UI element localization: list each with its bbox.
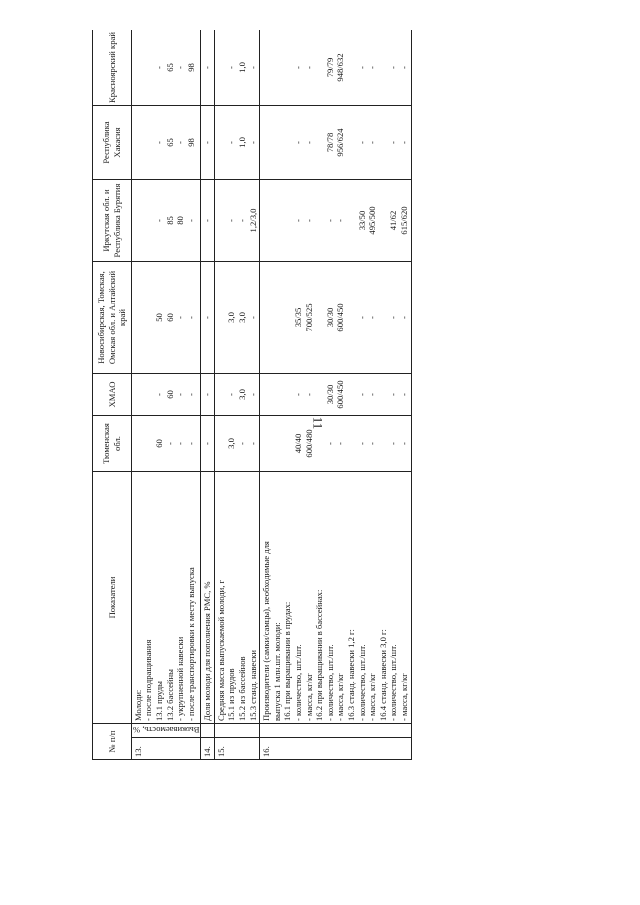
value-line xyxy=(261,182,272,259)
value-cell xyxy=(201,106,215,180)
indicator-line: - масса, кг/кг xyxy=(398,673,409,721)
value-cell xyxy=(214,416,259,472)
value-line: - xyxy=(293,141,304,144)
value-line: 80 xyxy=(175,216,186,225)
value-line: - xyxy=(175,442,186,445)
value-line xyxy=(282,376,293,413)
value-line xyxy=(133,264,144,371)
col-header-region: Красноярский край xyxy=(93,30,132,106)
indicator-line: - масса, кг/кг xyxy=(303,673,314,721)
value-line xyxy=(346,264,357,371)
value-line xyxy=(133,376,144,413)
indicator-cell xyxy=(131,472,201,724)
value-line xyxy=(346,32,357,103)
header-row xyxy=(93,30,132,760)
value-line xyxy=(272,376,283,413)
indicator-line: - количество, шт./шт. xyxy=(388,644,399,721)
value-cell xyxy=(131,416,201,472)
value-line: - xyxy=(175,141,186,144)
value-line xyxy=(314,108,325,177)
row-side-label-cell xyxy=(201,724,215,738)
indicator-line: - количество, шт./шт. xyxy=(356,644,367,721)
indicators-table xyxy=(92,30,412,760)
indicator-line: - после подращивания xyxy=(143,639,154,721)
value-line: - xyxy=(175,393,186,396)
value-line: - xyxy=(303,141,314,144)
indicator-line: Средняя масса выпускаемой молоди, г xyxy=(215,579,226,721)
value-line: 1,0 xyxy=(237,137,248,148)
value-cell xyxy=(214,262,259,374)
value-line: - xyxy=(202,442,213,445)
indicator-line: - укрупненной навески xyxy=(175,636,186,721)
value-line: - xyxy=(293,393,304,396)
value-cell xyxy=(214,180,259,262)
value-line xyxy=(143,182,154,259)
value-line xyxy=(133,182,144,259)
indicator-line: Молоди: xyxy=(132,689,143,721)
value-line xyxy=(314,418,325,469)
value-cell xyxy=(201,180,215,262)
value-line: 98 xyxy=(185,138,196,147)
value-line: - xyxy=(226,141,237,144)
value-line: - xyxy=(356,442,367,445)
value-line: - xyxy=(153,393,164,396)
value-line: - xyxy=(398,393,409,396)
row-number: 14. xyxy=(201,738,215,760)
value-line: - xyxy=(388,316,399,319)
value-line: 60 xyxy=(164,390,175,399)
value-line: 65 xyxy=(164,63,175,72)
value-line: 33/50 xyxy=(356,210,367,231)
value-line: 495/500 xyxy=(367,206,378,235)
value-line xyxy=(261,418,272,469)
value-line: 30/30 xyxy=(324,307,335,328)
value-line: 600/450 xyxy=(335,303,346,332)
value-line: 3,0 xyxy=(226,312,237,323)
indicator-cell xyxy=(214,472,259,724)
value-line xyxy=(216,376,227,413)
value-line: - xyxy=(185,442,196,445)
indicator-cell xyxy=(201,472,215,724)
table-row xyxy=(260,30,411,760)
value-line xyxy=(346,376,357,413)
value-line xyxy=(378,376,389,413)
value-line: - xyxy=(303,219,314,222)
value-line: - xyxy=(202,219,213,222)
indicator-cell xyxy=(260,472,411,724)
col-header-region: Иркутская обл. и Республика Бурятия xyxy=(93,180,132,262)
value-line: 50 xyxy=(153,313,164,322)
value-line: - xyxy=(324,219,335,222)
indicator-line: - после транспортировки к месту выпуска xyxy=(185,567,196,721)
value-line xyxy=(143,376,154,413)
value-line xyxy=(282,264,293,371)
value-line: - xyxy=(303,393,314,396)
value-line xyxy=(143,108,154,177)
indicator-line: 15.2 из бассейнов xyxy=(237,656,248,721)
value-cell xyxy=(260,262,411,374)
value-line: - xyxy=(175,66,186,69)
value-line xyxy=(143,264,154,371)
value-line: 956/624 xyxy=(335,128,346,157)
value-line: 65 xyxy=(164,138,175,147)
value-cell xyxy=(201,374,215,416)
value-line xyxy=(346,418,357,469)
value-line: 85 xyxy=(164,216,175,225)
value-line: 30/30 xyxy=(324,384,335,405)
value-line: 40/40 xyxy=(293,433,304,454)
value-line xyxy=(272,108,283,177)
value-line: 700/525 xyxy=(303,303,314,332)
value-cell xyxy=(260,180,411,262)
value-cell xyxy=(131,180,201,262)
indicator-line: 16.3 станд. навески 1,2 г: xyxy=(346,629,357,721)
indicator-line: - масса, кг/кг xyxy=(367,673,378,721)
value-line: - xyxy=(202,393,213,396)
col-header-indicator: Показатели xyxy=(93,472,132,724)
value-line xyxy=(261,108,272,177)
value-cell xyxy=(214,30,259,106)
value-line xyxy=(346,108,357,177)
value-line: - xyxy=(202,141,213,144)
row-number: 16. xyxy=(260,738,411,760)
value-line: 3,0 xyxy=(237,312,248,323)
value-line: 600/480 xyxy=(303,429,314,458)
value-cell xyxy=(260,374,411,416)
row-side-label-cell xyxy=(214,724,259,738)
value-cell xyxy=(214,106,259,180)
value-line: - xyxy=(293,66,304,69)
value-line xyxy=(216,418,227,469)
value-line: - xyxy=(226,219,237,222)
value-cell xyxy=(201,416,215,472)
row-side-label: Выживаемость, % xyxy=(132,725,200,735)
value-line xyxy=(216,108,227,177)
value-line: - xyxy=(367,66,378,69)
value-line xyxy=(143,32,154,103)
value-line: - xyxy=(367,442,378,445)
value-line: 98 xyxy=(185,63,196,72)
value-line: 60 xyxy=(164,313,175,322)
value-line xyxy=(378,418,389,469)
value-line: 79/79 xyxy=(324,57,335,78)
col-header-region: Тюменская обл. xyxy=(93,416,132,472)
indicator-line: 13.1 пруды xyxy=(153,681,164,721)
value-line: - xyxy=(247,393,258,396)
value-line: - xyxy=(164,442,175,445)
value-line: - xyxy=(388,141,399,144)
value-line: - xyxy=(247,316,258,319)
value-line xyxy=(272,418,283,469)
value-line: - xyxy=(247,141,258,144)
value-line: - xyxy=(335,219,346,222)
value-line: 78/78 xyxy=(324,132,335,153)
value-line: - xyxy=(185,393,196,396)
table-row xyxy=(131,30,201,760)
table-row xyxy=(214,30,259,760)
value-cell xyxy=(131,374,201,416)
value-line: - xyxy=(185,316,196,319)
value-line xyxy=(378,264,389,371)
value-line: 35/35 xyxy=(293,307,304,328)
value-line xyxy=(378,108,389,177)
col-header-region: ХМАО xyxy=(93,374,132,416)
indicator-line: - количество, шт./шт. xyxy=(293,644,304,721)
value-line xyxy=(143,418,154,469)
value-line xyxy=(314,376,325,413)
indicator-line: 16.4 станд. навески 3,0 г: xyxy=(377,629,388,721)
value-line xyxy=(314,182,325,259)
value-line: - xyxy=(185,219,196,222)
row-number: 15. xyxy=(214,738,259,760)
value-line: - xyxy=(153,141,164,144)
value-line: - xyxy=(293,219,304,222)
value-line xyxy=(261,264,272,371)
table-frame xyxy=(92,30,412,760)
value-cell xyxy=(201,30,215,106)
value-line xyxy=(133,108,144,177)
col-header-num: № п/п xyxy=(93,724,132,760)
value-line: - xyxy=(388,393,399,396)
value-line xyxy=(272,264,283,371)
value-line: 3,0 xyxy=(237,389,248,400)
value-line xyxy=(282,108,293,177)
value-cell xyxy=(260,106,411,180)
value-line xyxy=(216,32,227,103)
value-line: - xyxy=(335,442,346,445)
value-line: - xyxy=(202,316,213,319)
value-line: - xyxy=(356,316,367,319)
indicator-line: - количество, шт./шт. xyxy=(324,644,335,721)
row-side-label-cell xyxy=(131,724,201,738)
value-line: 3,0 xyxy=(226,438,237,449)
value-cell xyxy=(131,262,201,374)
value-line: - xyxy=(247,66,258,69)
value-line: - xyxy=(237,442,248,445)
value-line xyxy=(314,264,325,371)
col-header-region: Республика Хакасия xyxy=(93,106,132,180)
value-cell xyxy=(131,106,201,180)
value-line: - xyxy=(303,66,314,69)
value-line: - xyxy=(175,316,186,319)
value-line: 1,2/3,0 xyxy=(247,208,258,233)
indicator-line: Производители (самки/самцы), необходимые для xyxy=(261,541,272,721)
value-line xyxy=(282,418,293,469)
value-line: - xyxy=(388,442,399,445)
value-line: - xyxy=(226,66,237,69)
indicator-line: 16.2 при выращивании в бассейнах: xyxy=(314,589,325,721)
value-line: - xyxy=(356,141,367,144)
value-line: 1,0 xyxy=(237,62,248,73)
value-line: - xyxy=(356,66,367,69)
value-line: - xyxy=(398,442,409,445)
value-line xyxy=(133,418,144,469)
row-number: 13. xyxy=(131,738,201,760)
value-line: - xyxy=(153,66,164,69)
value-line: 948/632 xyxy=(335,53,346,82)
indicator-line: 16.1 при выращивании в прудах: xyxy=(282,601,293,721)
value-line xyxy=(261,32,272,103)
value-line xyxy=(314,32,325,103)
col-header-region: Новосибирская, Томская, Омская обл. и Алтайский край xyxy=(93,262,132,374)
value-line xyxy=(346,182,357,259)
value-line xyxy=(282,32,293,103)
value-line: - xyxy=(367,141,378,144)
value-line xyxy=(216,264,227,371)
value-line xyxy=(133,32,144,103)
indicator-line: выпуска 1 млн.шт. молоди: xyxy=(271,622,282,721)
value-line: - xyxy=(247,442,258,445)
value-cell xyxy=(260,416,411,472)
value-line: 615/620 xyxy=(398,206,409,235)
value-line xyxy=(272,32,283,103)
value-line: 41/62 xyxy=(388,210,399,231)
value-line xyxy=(261,376,272,413)
value-cell xyxy=(260,30,411,106)
value-line xyxy=(378,182,389,259)
value-line: - xyxy=(367,316,378,319)
value-line: 600/450 xyxy=(335,380,346,409)
indicator-line: 15.1 из прудов xyxy=(226,668,237,721)
value-line: 60 xyxy=(153,439,164,448)
table-body xyxy=(131,30,411,760)
indicator-line: - масса, кг/кг xyxy=(335,673,346,721)
value-cell xyxy=(131,30,201,106)
row-side-label-cell xyxy=(260,724,411,738)
indicator-line: Доля молоди для пополнения РМС, % xyxy=(202,581,213,721)
value-line: - xyxy=(388,66,399,69)
value-line: - xyxy=(324,442,335,445)
value-line: - xyxy=(398,316,409,319)
value-line: - xyxy=(398,66,409,69)
value-cell xyxy=(201,262,215,374)
page-number: 11 xyxy=(310,416,326,430)
value-line xyxy=(272,182,283,259)
value-line: - xyxy=(367,393,378,396)
value-line xyxy=(216,182,227,259)
indicator-line: 15.3 станд. навески xyxy=(247,650,258,721)
value-line: - xyxy=(237,219,248,222)
value-cell xyxy=(214,374,259,416)
indicator-line: 13.2 бассейны xyxy=(164,669,175,721)
value-line: - xyxy=(398,141,409,144)
value-line: - xyxy=(226,393,237,396)
value-line: - xyxy=(153,219,164,222)
value-line: - xyxy=(356,393,367,396)
value-line: - xyxy=(202,66,213,69)
table-row xyxy=(201,30,215,760)
value-line xyxy=(282,182,293,259)
value-line xyxy=(378,32,389,103)
rotated-table-container xyxy=(92,30,412,760)
